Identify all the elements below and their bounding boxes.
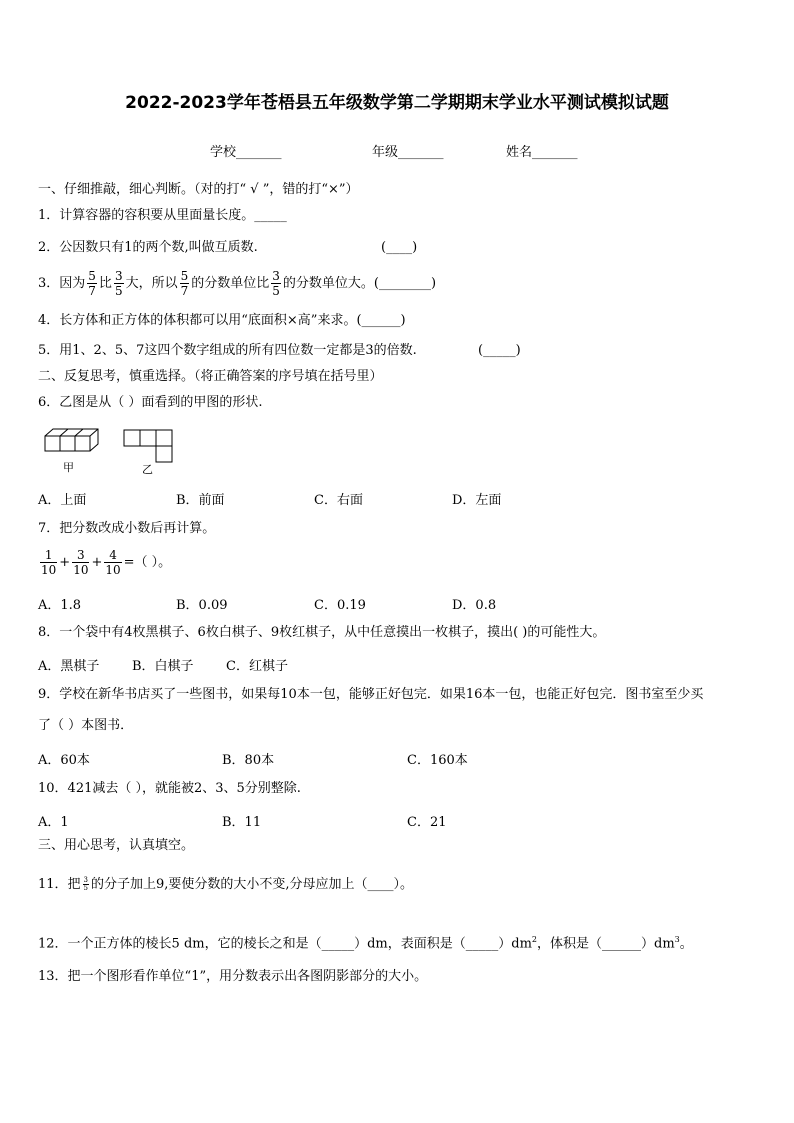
q6-option-c[interactable]: C．右面: [314, 493, 363, 508]
figure-yi: [122, 428, 178, 476]
cube-front-2: [60, 436, 75, 451]
q10-option-c[interactable]: C．21: [407, 815, 447, 830]
fraction-3-10: $\frac{3}{10}$: [73, 548, 89, 577]
fraction-3-5-small: $\frac{3}{5}$: [83, 876, 89, 892]
question-5-blank: (_____): [478, 343, 521, 358]
question-2-blank: (____): [381, 240, 418, 255]
q11-text-1: 11．把: [38, 877, 81, 892]
fraction-4-10: $\frac{4}{10}$: [105, 548, 121, 577]
q11-text-2: 的分子加上9,要使分数的大小不变,分母应加上（____）。: [91, 877, 414, 892]
question-5: 5．用1、2、5、7这四个数字组成的所有四位数一定都是3的倍数.: [38, 343, 417, 358]
figure-jia: [44, 426, 106, 474]
q3-text-2: 比: [98, 276, 112, 291]
exponent-3: 3: [674, 935, 680, 944]
question-8: 8．一个袋中有4枚黑棋子、6枚白棋子、9枚红棋子，从中任意摸出一枚棋子，摸出( )的可能性大。: [38, 625, 606, 640]
q8-option-a[interactable]: A．黑棋子: [38, 659, 100, 674]
fraction-3-5-b: $\frac{3}{5}$: [272, 269, 280, 298]
cube-front-3: [75, 436, 90, 451]
school-field: 学校_______: [210, 145, 282, 160]
name-field: 姓名_______: [506, 145, 578, 160]
q7-option-d[interactable]: D．0.8: [452, 598, 497, 613]
q9-option-c[interactable]: C．160本: [407, 753, 468, 768]
question-9-line-2: 了（ ）本图书．: [38, 718, 134, 733]
q10-option-b[interactable]: B．11: [222, 815, 262, 830]
q3-text-4: 的分数单位比: [191, 276, 270, 291]
page-title: 2022-2023学年苍梧县五年级数学第二学期期末学业水平测试模拟试题: [125, 93, 669, 113]
question-12: [38, 931, 693, 953]
figure-jia-label: 甲: [63, 461, 74, 474]
q12-text-2: ，体积是（______）dm: [537, 936, 675, 952]
question-7: 7．把分数改成小数后再计算。: [38, 521, 216, 536]
q9-option-a[interactable]: A．60本: [38, 753, 90, 768]
question-11: [38, 876, 413, 894]
section-3-heading: 三、用心思考，认真填空。: [38, 838, 195, 853]
equals-blank: =（ ）。: [123, 555, 172, 570]
grade-field: 年级_______: [372, 145, 444, 160]
q3-text-3: 大，所以: [125, 276, 178, 291]
q10-option-a[interactable]: A．1: [38, 815, 69, 830]
plus-sign: +: [59, 555, 71, 570]
q3-text-5: 的分数单位大。(________): [282, 276, 437, 291]
fraction-5-7-b: $\frac{5}{7}$: [180, 269, 189, 298]
q9-option-b[interactable]: B．80本: [222, 753, 275, 768]
q7-expression: [38, 546, 171, 580]
q7-option-c[interactable]: C．0.19: [314, 598, 366, 613]
q8-option-c[interactable]: C．红棋子: [226, 659, 288, 674]
exponent-2: 2: [531, 935, 537, 944]
cube-front-1: [45, 436, 60, 451]
q8-option-b[interactable]: B．白棋子: [132, 659, 194, 674]
fraction-5-7: $\frac{5}{7}$: [88, 269, 96, 298]
section-2-heading: 二、反复思考，慎重选择。（将正确答案的序号填在括号里）: [38, 369, 383, 384]
question-13: 13．把一个图形看作单位“1”，用分数表示出各图阴影部分的大小。: [38, 969, 428, 984]
fraction-1-10: $\frac{1}{10}$: [41, 548, 57, 577]
question-4: 4．长方体和正方体的体积都可以用“底面积×高”来求。(______): [38, 313, 406, 328]
plus-sign: +: [91, 555, 103, 570]
q3-text-1: 3．因为: [38, 276, 86, 291]
fraction-3-5: $\frac{3}{5}$: [114, 269, 123, 298]
figure-yi-label: 乙: [142, 463, 153, 476]
question-9-line-1: 9．学校在新华书店买了一些图书，如果每10本一包，能够正好包完．如果16本一包，也能正好包完．图书室至少买: [38, 687, 704, 702]
q6-option-a[interactable]: A．上面: [38, 493, 87, 508]
q12-text-3: 。: [679, 936, 693, 952]
q12-text-1: 12．一个正方体的棱长5 dm，它的棱长之和是（_____）dm，表面积是（_____）dm: [38, 936, 532, 952]
q6-option-b[interactable]: B．前面: [176, 493, 225, 508]
question-2: 2．公因数只有1的两个数,叫做互质数.: [38, 240, 258, 255]
q7-option-a[interactable]: A．1.8: [38, 598, 82, 613]
q7-option-b[interactable]: B．0.09: [176, 598, 228, 613]
q6-option-d[interactable]: D．左面: [452, 493, 502, 508]
question-6: 6．乙图是从（ ）面看到的甲图的形状.: [38, 395, 263, 410]
section-1-heading: 一、仔细推敲，细心判断。（对的打“ √ ”，错的打“×”）: [38, 182, 359, 197]
question-10: 10．421减去（ ），就能被2、3、5分别整除.: [38, 781, 301, 796]
question-3: [38, 266, 436, 302]
question-1: 1．计算容器的容积要从里面量长度。_____: [38, 208, 287, 223]
